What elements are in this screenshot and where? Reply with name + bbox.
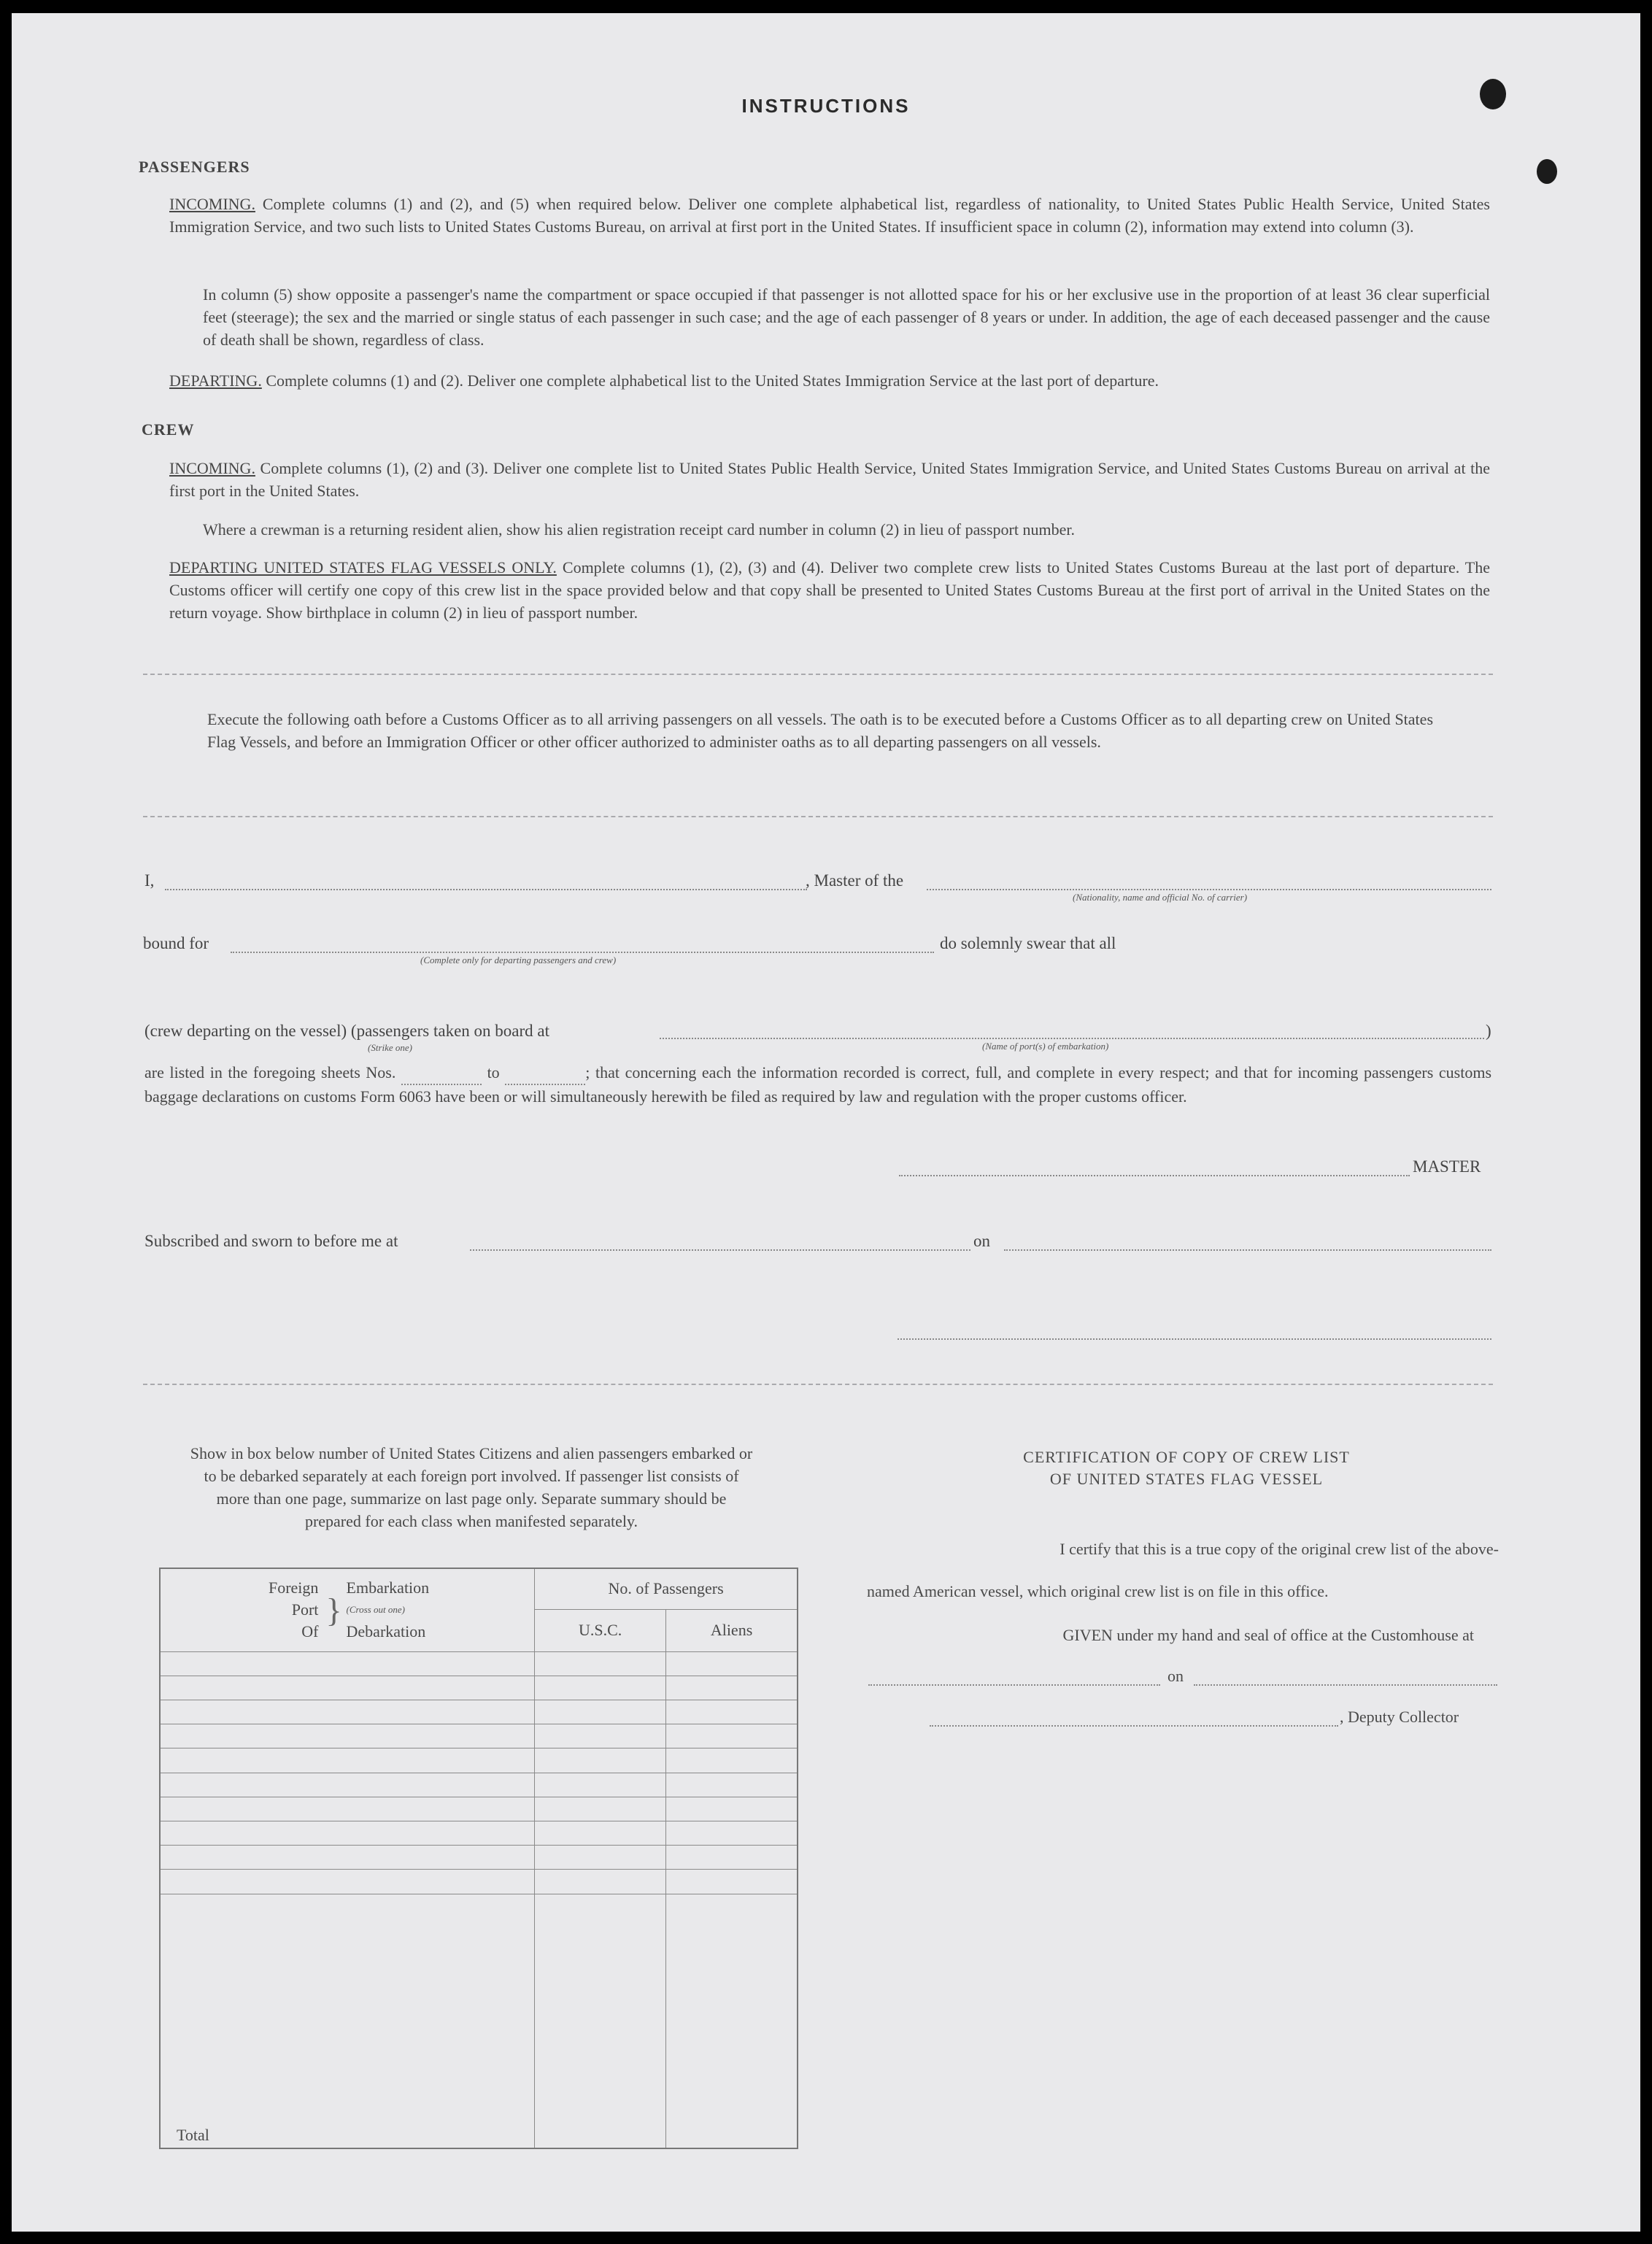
usc-total-cell[interactable] [535,1894,666,2148]
destination-field[interactable] [231,952,934,953]
passengers-departing-paragraph [169,369,1490,392]
usc-cell[interactable] [535,1821,666,1846]
table-row [160,1797,798,1821]
carrier-field[interactable] [927,889,1491,890]
usc-cell[interactable] [535,1870,666,1894]
sworn-date-field[interactable] [1004,1249,1491,1251]
crew-incoming-paragraph [169,457,1490,502]
separator [143,816,1493,817]
subscribed-label: Subscribed and sworn to before me at [144,1232,398,1250]
swear-text: do solemnly swear that all [940,934,1116,952]
brace: } [325,1591,342,1629]
total-row [160,1894,798,2148]
table-header-row [160,1568,798,1609]
passengers-incoming-label: INCOMING. [169,195,255,213]
port-cell[interactable] [160,1870,535,1894]
table-row [160,1821,798,1846]
port-header-cell [160,1568,535,1651]
oath-intro: Execute the following oath before a Customs Officer as to all arriving passengers on all vessels. The oath is to be executed before a Customs Officer as to all departing crew on United States Flag Vessels, and before an Immigration Officer or other officer authorized to administer oaths as to all departing passengers on all vessels. [207,710,1433,751]
embarkation-ports-field[interactable] [660,1038,1484,1039]
usc-cell[interactable] [535,1797,666,1821]
separator [143,674,1493,675]
usc-cell[interactable] [535,1700,666,1724]
master-of-label: , Master of the [806,871,904,890]
col-cross-hint: (Cross out one) [346,1604,405,1616]
ink-spot [1537,159,1557,184]
cert-on-label: on [1167,1667,1184,1685]
col-of: Of [301,1622,319,1641]
passengers-departing-label: DEPARTING. [169,371,262,390]
port-cell[interactable] [160,1773,535,1797]
aliens-cell[interactable] [666,1870,798,1894]
master-label: MASTER [1413,1157,1481,1176]
master-name-field[interactable] [165,889,807,890]
passengers-heading: PASSENGERS [139,158,250,176]
passengers-column5-paragraph: In column (5) show opposite a passenger's name the compartment or space occupied if that passenger is not allotted space for his or her exclusive use in the proportion of at least 36 clear superficial feet (steerage); the sex and the married or single status of each passenger in such case; and the age of each passenger of 8 years or under. In addition, the age of each deceased passenger and the cause of death shall be shown, regardless of class. [203,285,1490,349]
usc-cell[interactable] [535,1773,666,1797]
col-embarkation: Embarkation [346,1578,430,1597]
usc-header-cell: U.S.C. [535,1609,666,1651]
aliens-cell[interactable] [666,1846,798,1870]
aliens-cell[interactable] [666,1724,798,1748]
ports-hint: (Name of port(s) of embarkation) [982,1041,1109,1052]
cert-date-field[interactable] [1194,1684,1497,1686]
crew-incoming-label: INCOMING. [169,459,255,477]
table-row [160,1748,798,1773]
master-signature-field[interactable] [899,1175,1410,1176]
certification-heading [880,1446,1493,1490]
passengers-incoming-text: Complete columns (1) and (2), and (5) when required below. Deliver one complete alphabetical list, regardless of nationality, to United States Public Health Service, United States Immigration Service, and two such lists to United States Customs Bureau, on arrival at first port in the United States. If insufficient space in column (2), information may extend into column (3). [169,195,1490,236]
sworn-place-field[interactable] [470,1249,970,1251]
usc-cell[interactable] [535,1651,666,1676]
crew-departing-text: (crew departing on the vessel) (passengers taken on board at [144,1022,549,1040]
table-row [160,1870,798,1894]
table-row [160,1676,798,1700]
sheet-from-field[interactable] [401,1061,482,1085]
page-title: INSTRUCTIONS [741,95,911,117]
aliens-cell[interactable] [666,1651,798,1676]
table-row [160,1773,798,1797]
usc-cell[interactable] [535,1748,666,1773]
crew-incoming-text: Complete columns (1), (2) and (3). Deliver one complete list to United States Public Health Service, United States Immigration Service, and United States Customs Bureau on arrival at the first port in the United States. [169,459,1490,500]
customhouse-field[interactable] [868,1684,1160,1686]
total-label: Total [160,1894,535,2148]
passenger-summary-table [159,1568,798,2149]
aliens-cell[interactable] [666,1797,798,1821]
aliens-cell[interactable] [666,1821,798,1846]
separator [143,1384,1493,1385]
summary-instructions: Show in box below number of United States Citizens and alien passengers embarked or to be debarked separately at each foreign port involved. If passenger list consists of more than one page, summarize on last page only. Separate summary should be prepared for each class when manifested separately. [190,1444,753,1530]
aliens-cell[interactable] [666,1773,798,1797]
officer-signature-field[interactable] [898,1338,1491,1340]
sworn-on-label: on [973,1232,990,1250]
crew-departing-paragraph [169,556,1490,624]
table-row [160,1700,798,1724]
col-debarkation: Debarkation [346,1622,426,1641]
table-row [160,1651,798,1676]
crew-departing-label: DEPARTING UNITED STATES FLAG VESSELS ONLY. [169,558,557,577]
aliens-cell[interactable] [666,1700,798,1724]
aliens-cell[interactable] [666,1676,798,1700]
port-cell[interactable] [160,1797,535,1821]
certification-heading-2: OF UNITED STATES FLAG VESSEL [1049,1470,1324,1488]
col-port: Port [291,1600,319,1619]
bound-for-hint: (Complete only for departing passengers and crew) [420,955,617,965]
close-paren: ) [1486,1022,1491,1040]
crew-resident-paragraph: Where a crewman is a returning resident alien, show his alien registration receipt card number in column (2) in lieu of passport number. [203,520,1075,539]
passengers-header-cell: No. of Passengers [535,1568,798,1609]
usc-cell[interactable] [535,1724,666,1748]
aliens-total-cell[interactable] [666,1894,798,2148]
listed-paragraph [144,1061,1491,1108]
sheet-to-field[interactable] [505,1061,585,1085]
listed-text-b: ; that concerning each the information recorded is correct, full, and complete in every respect; and that for incoming passengers customs baggage declarations on customs Form 6063 have been or will simultaneously herewith be filed as required by law and regulation with the proper customs officer. [144,1063,1492,1106]
col-foreign: Foreign [268,1578,319,1597]
table-row [160,1724,798,1748]
port-cell[interactable] [160,1846,535,1870]
deputy-collector-label: , Deputy Collector [1340,1708,1459,1726]
certification-heading-1: CERTIFICATION OF COPY OF CREW LIST [1023,1448,1350,1466]
form-page [12,13,1640,2232]
port-cell[interactable] [160,1651,535,1676]
crew-heading: CREW [142,420,195,439]
given-line: GIVEN under my hand and seal of office at the Customhouse at [1062,1626,1474,1644]
certify-line-2: named American vessel, which original crew list is on file in this office. [867,1582,1329,1600]
port-cell[interactable] [160,1676,535,1700]
usc-cell[interactable] [535,1846,666,1870]
strike-one-hint: (Strike one) [368,1042,413,1053]
passengers-incoming-paragraph [169,193,1490,238]
passengers-departing-text: Complete columns (1) and (2). Deliver one complete alphabetical list to the United States Immigration Service at the last port of departure. [266,371,1159,390]
bound-for-label: bound for [143,934,209,952]
listed-text-a: are listed in the foregoing sheets Nos. [144,1063,396,1081]
deputy-signature-field[interactable] [930,1725,1338,1727]
aliens-cell[interactable] [666,1748,798,1773]
listed-to: to [487,1063,500,1081]
certify-line-1: I certify that this is a true copy of the original crew list of the above- [1059,1540,1499,1558]
port-cell[interactable] [160,1724,535,1748]
port-cell[interactable] [160,1748,535,1773]
carrier-hint: (Nationality, name and official No. of carrier) [1073,892,1248,903]
crew-departing-text: Complete columns (1), (2), (3) and (4). Deliver two complete crew lists to United States Customs Bureau at the last port of departure. The Customs officer will certify one copy of this crew list in the space provided below and that copy shall be presented to United States Customs Bureau at the first port of arrival in the United States on the return voyage. Show birthplace in column (2) in lieu of passport number. [169,558,1491,622]
port-cell[interactable] [160,1700,535,1724]
aliens-header-cell: Aliens [666,1609,798,1651]
oath-i-label: I, [144,871,155,890]
port-cell[interactable] [160,1821,535,1846]
usc-cell[interactable] [535,1676,666,1700]
table-row [160,1846,798,1870]
